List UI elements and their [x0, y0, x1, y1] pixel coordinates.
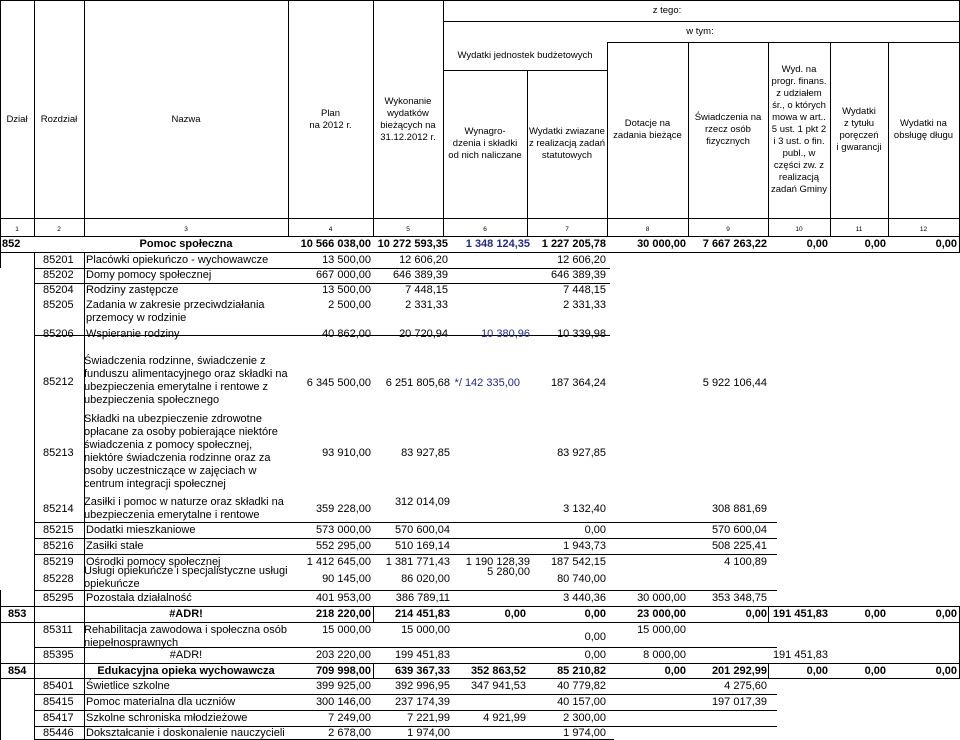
row-85215-zw: 0,00 [584, 524, 606, 536]
col-number-5: 5 [406, 226, 410, 233]
row-85401-plan: 399 925,00 [315, 680, 371, 692]
header-wydatki-jednostek: Wydatki jednostek budżetowych [457, 50, 593, 61]
row-852-name: Pomoc społeczna [139, 238, 233, 250]
row-85415-plan: 300 146,00 [315, 696, 371, 708]
row-854-name: Edukacyjna opieka wychowawcza [97, 665, 275, 677]
col-number-6: 6 [483, 226, 487, 233]
row-85201-zw: 12 606,20 [557, 254, 606, 266]
row-85205-zw: 2 331,33 [563, 299, 606, 311]
row-85212-wyk: 6 251 805,68 [385, 377, 450, 389]
row-85216-plan: 552 295,00 [315, 540, 371, 552]
row-853-wyn: 0,00 [504, 608, 526, 620]
row-85214-name: Zasiłki i pomoc w naturze oraz składki na ubezpieczenia emerytalne i rentowe [84, 496, 284, 521]
row-854-plan: 709 998,00 [315, 665, 371, 677]
row-85205-wyk: 2 331,33 [405, 299, 448, 311]
row-85228-zw: 80 740,00 [557, 573, 606, 585]
row-854-zw: 85 210,82 [557, 665, 606, 677]
row-85219-wyn: 1 190 128,39 [465, 556, 530, 568]
row-85205-rozdzial: 85205 [43, 299, 74, 311]
row-85311-name: Rehabilitacja zawodowa i społeczna osób niepełnosprawnych [84, 624, 288, 649]
row-854-dlug: 0,00 [935, 665, 957, 677]
row-85395-plan: 203 220,00 [315, 649, 371, 661]
row-852-dzial: 852 [2, 238, 21, 250]
row-85215-plan: 573 000,00 [315, 524, 371, 536]
col-number-1: 1 [15, 226, 19, 233]
row-85219-rozdzial: 85219 [43, 556, 74, 568]
col-number-9: 9 [726, 226, 730, 233]
header-rozdzial: Rozdział [40, 113, 78, 125]
row-85228-wyk: 86 020,00 [401, 573, 450, 585]
row-853-zw: 0,00 [584, 608, 606, 620]
row-85216-sw: 508 225,41 [711, 540, 767, 552]
row-85446-zw: 1 974,00 [563, 727, 606, 739]
row-85311-wyk: 15 000,00 [401, 624, 450, 636]
row-85395-dot: 8 000,00 [643, 649, 686, 661]
row-85213-wyk: 83 927,85 [401, 447, 450, 459]
header-wykonanie: Wykonanie wydatków bieżących na 31.12.2012 r. [380, 95, 436, 143]
row-85219-sw: 4 100,89 [724, 556, 767, 568]
row-85401-wyk: 392 996,95 [394, 680, 450, 692]
row-85201-wyk: 12 606,20 [399, 254, 448, 266]
row-85212-plan: 6 345 500,00 [306, 377, 371, 389]
col-number-3: 3 [184, 226, 188, 233]
row-853-dot: 23 000,00 [637, 608, 686, 620]
row-85415-sw: 197 017,39 [711, 696, 767, 708]
row-854-wyk: 639 367,33 [394, 665, 450, 677]
header-z-tego: z tego: [652, 5, 682, 16]
row-852-por: 0,00 [864, 238, 886, 250]
row-85417-rozdzial: 85417 [43, 712, 74, 724]
row-85395-wyk: 199 451,83 [394, 649, 450, 661]
row-85228-name: Usługi opiekuńcze i specjalistyczne usługi opiekuńcze [84, 565, 288, 590]
row-85395-zw: 0,00 [584, 649, 606, 661]
row-854-por: 0,00 [864, 665, 886, 677]
row-85202-rozdzial: 85202 [43, 269, 74, 281]
row-85206-name: Wspieranie rodziny [86, 328, 180, 340]
row-85311-rozdzial: 85311 [43, 624, 73, 636]
row-85417-plan: 7 249,00 [328, 712, 371, 724]
col-number-4: 4 [328, 226, 333, 233]
row-85415-name: Pomoc materialna dla uczniów [86, 696, 236, 708]
row-85214-sw: 308 881,69 [711, 503, 767, 515]
row-85214-wyk: 312 014,09 [394, 496, 450, 508]
row-85205-name: Zadania w zakresie przeciwdziałania przemocy w rodzinie [86, 299, 265, 324]
row-85206-wyn: 10 380,96 [481, 328, 530, 340]
row-85295-rozdzial: 85295 [43, 592, 74, 604]
row-85446-wyk: 1 974,00 [407, 727, 450, 739]
row-854-dzial: 854 [8, 665, 27, 677]
row-85212-name: Świadczenia rodzinne, świadczenie z funduszu alimentacyjnego oraz składki na ubezpieczenia emerytalne i rentowe z ubezpieczenia społecznego [84, 355, 288, 406]
row-852-dlug: 0,00 [935, 238, 957, 250]
row-85215-sw: 570 600,04 [711, 524, 767, 536]
row-85213-rozdzial: 85213 [43, 447, 74, 459]
row-85213-zw: 83 927,85 [557, 447, 606, 459]
row-85295-plan: 401 953,00 [315, 592, 371, 604]
row-85219-plan: 1 412 645,00 [306, 556, 371, 568]
col-number-10: 10 [795, 226, 803, 233]
row-85212-sw: 5 922 106,44 [702, 377, 767, 389]
row-854-sw: 201 292,99 [711, 665, 767, 677]
row-85215-wyk: 570 600,04 [394, 524, 450, 536]
row-85395-name: #ADR! [169, 649, 203, 661]
row-85205-plan: 2 500,00 [328, 299, 371, 311]
row-85213-name: Składki na ubezpieczenie zdrowotne opłacane za osoby pobierające niektóre świadczenia z pomocy społecznej, niektóre świadczenia rodzinne oraz za osoby uczestniczące w zajęciach w centrum integracji społecznej [84, 413, 278, 490]
header-dlugu: Wydatki na obsługę długu [893, 118, 954, 141]
row-85215-name: Dodatki mieszkaniowe [86, 524, 196, 536]
row-85228-wyn: 5 280,00 [487, 566, 530, 578]
row-853-progr: 191 451,83 [772, 608, 828, 620]
row-854-wyn: 352 863,52 [470, 665, 526, 677]
row-85204-zw: 7 448,15 [563, 284, 606, 296]
row-85295-dot: 30 000,00 [637, 592, 686, 604]
row-85228-plan: 90 145,00 [322, 573, 371, 585]
row-853-por: 0,00 [864, 608, 886, 620]
row-853-dlug: 0,00 [935, 608, 957, 620]
row-85311-zw: 0,00 [584, 631, 606, 643]
col-number-12: 12 [919, 226, 928, 233]
header-plan: Plan na 2012 r. [309, 107, 352, 131]
row-85415-rozdzial: 85415 [43, 696, 74, 708]
row-854-dot: 0,00 [664, 665, 686, 677]
row-85311-plan: 15 000,00 [322, 624, 371, 636]
row-85206-plan: 40 862,00 [322, 328, 371, 340]
row-85206-zw: 10 339,98 [557, 328, 606, 340]
row-85219-zw: 187 542,15 [550, 556, 606, 568]
row-85202-name: Domy pomocy społecznej [86, 269, 212, 281]
row-85295-name: Pozostała działalność [86, 592, 192, 604]
row-85446-name: Dokształcanie i doskonalenie nauczycieli [86, 727, 285, 739]
header-dzial: Dział [6, 113, 28, 125]
row-85395-progr: 191 451,83 [772, 649, 828, 661]
row-85219-wyk: 1 381 771,43 [385, 556, 450, 568]
row-852-plan: 10 566 038,00 [300, 238, 371, 250]
header-wydatki-zwiazane: Wydatki zwiazane z realizacją zadań statutowych [528, 126, 606, 161]
row-85204-plan: 13 500,00 [322, 284, 371, 296]
row-85214-plan: 359 228,00 [315, 503, 371, 515]
row-853-wyk: 214 451,83 [394, 608, 450, 620]
row-85204-rozdzial: 85204 [43, 284, 74, 296]
header-nazwa: Nazwa [171, 113, 201, 125]
row-85201-rozdzial: 85201 [43, 254, 74, 266]
row-85295-zw: 3 440,36 [563, 592, 606, 604]
row-853-dzial: 853 [8, 608, 27, 620]
header-wynagrodzenia: Wynagro- dzenia i składki od nich naliczane [448, 126, 522, 161]
row-85401-name: Świetlice szkolne [86, 680, 170, 692]
row-85212-zw: 187 364,24 [550, 377, 606, 389]
row-852-progr: 0,00 [806, 238, 828, 250]
header-poreczen: Wydatki z tytułu poręczeń i gwarancji [836, 106, 882, 153]
row-85215-rozdzial: 85215 [43, 524, 74, 536]
row-853-plan: 218 220,00 [315, 608, 371, 620]
row-854-progr: 0,00 [806, 665, 828, 677]
row-85214-zw: 3 132,40 [563, 503, 606, 515]
row-85206-wyk: 20 720,94 [399, 328, 448, 340]
row-85417-wyn: 4 921,99 [483, 712, 526, 724]
row-85446-plan: 2 678,00 [328, 727, 371, 739]
row-85401-zw: 40 779,82 [557, 680, 606, 692]
row-85395-rozdzial: 85395 [43, 649, 74, 661]
row-85214-rozdzial: 85214 [43, 503, 74, 515]
row-85202-zw: 646 389,39 [550, 269, 606, 281]
row-852-zw: 1 227 205,78 [541, 238, 606, 250]
col-number-7: 7 [565, 226, 569, 233]
row-85401-rozdzial: 85401 [43, 680, 74, 692]
row-85212-wyn: */ 142 335,00 [454, 377, 520, 389]
col-number-11: 11 [855, 226, 863, 233]
row-85216-wyk: 510 169,14 [394, 540, 450, 552]
row-85415-wyk: 237 174,39 [394, 696, 450, 708]
row-85213-plan: 93 910,00 [322, 447, 371, 459]
row-85446-rozdzial: 85446 [43, 727, 74, 739]
row-85202-plan: 667 000,00 [315, 269, 371, 281]
row-85201-name: Placówki opiekuńczo - wychowawcze [86, 254, 269, 266]
row-85206-rozdzial: 85206 [43, 328, 74, 340]
row-85216-name: Zasiłki stałe [86, 540, 144, 552]
row-85417-name: Szkolne schroniska młodzieżowe [86, 712, 248, 724]
row-85311-dot: 15 000,00 [637, 624, 686, 636]
row-85401-wyn: 347 941,53 [470, 680, 526, 692]
row-85204-wyk: 7 448,15 [405, 284, 448, 296]
header-dotacje: Dotacje na zadania bieżące [613, 118, 682, 141]
row-852-wyk: 10 272 593,35 [377, 238, 448, 250]
row-85216-rozdzial: 85216 [43, 540, 74, 552]
row-85212-rozdzial: 85212 [43, 376, 74, 388]
row-852-sw: 7 667 263,22 [702, 238, 767, 250]
row-85202-wyk: 646 389,39 [392, 269, 448, 281]
row-85295-sw: 353 348,75 [711, 592, 767, 604]
col-number-2: 2 [57, 226, 61, 233]
header-wyd-progr: Wyd. na progr. finans. z udziałem śr., o których mowa w art.. 5 ust. 1 pkt 2 i 3 ust. o fin. publ., w części zw. z realizacją zadań Gminy [771, 64, 827, 195]
row-85417-wyk: 7 221,99 [407, 712, 450, 724]
row-85417-zw: 2 300,00 [563, 712, 606, 724]
row-853-name: #ADR! [169, 608, 203, 620]
row-85201-plan: 13 500,00 [322, 254, 371, 266]
row-852-dot: 30 000,00 [637, 238, 686, 250]
row-85204-name: Rodziny zastępcze [86, 284, 179, 296]
header-w-tym: w tym: [686, 26, 714, 37]
header-swiadczenia: Świadczenia na rzecz osób fizycznych [694, 112, 762, 147]
row-853-sw: 0,00 [745, 608, 767, 620]
row-85415-zw: 40 157,00 [557, 696, 606, 708]
row-852-wyn: 1 348 124,35 [465, 238, 530, 250]
row-85219-name: Ośrodki pomocy społecznej [86, 556, 221, 568]
row-85295-wyk: 386 789,11 [395, 592, 450, 604]
row-85401-sw: 4 275,60 [724, 680, 767, 692]
row-85228-rozdzial: 85228 [43, 573, 74, 585]
col-number-8: 8 [645, 226, 650, 233]
row-85216-zw: 1 943,73 [563, 540, 606, 552]
